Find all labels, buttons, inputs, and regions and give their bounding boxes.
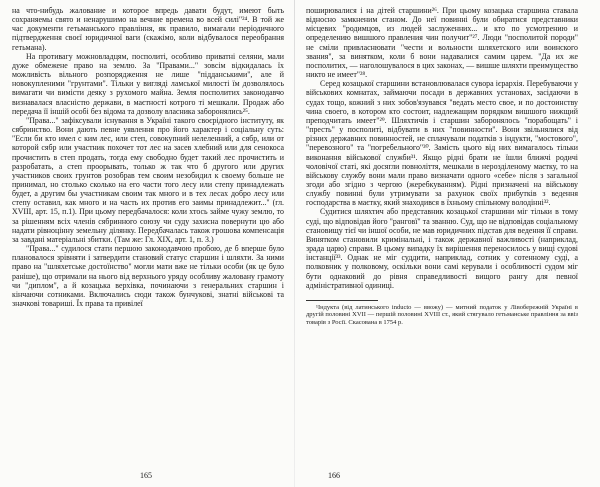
- paragraph: "Права..." зафіксували існування в Україні такого своєрідного інституту, як сябринство. Вони дають певне уявлення про його характер і соціальну суть: "Если би кто имел с ким лес, или степ, совокупний нелеленний, а сябр, или от которой сябр или участник похочет тот лес на засев хлебний или для сенокоса прочистить в степ продать, тогда ему свободно будет такий лес прочистить и разробатать, а степ проорывать, только ж так что б другого или других участников своих грунтов розобрав тем своим незобидил к своему больше не принимал, но столько сколько на его части того лесу или степу принадлежать будет, а другим бы участникам своим так много и в тех лесах добро лесу или степу оставил, как много и на часть их против его заимы принадлежит..." (гл. XVIII, арт. 15, п.1). При цьому передбачалося: коли хтось займе чужу землю, то за рішенням всіх членів сябринного союзу чи суду захисна повернути цю або надати рівноцінну земельну ділянку. Передбачалась також грошова компенсація за завдані матеріальні збитки. (Там же: Гл. XIX, арт. 1, п. 3.): [12, 115, 284, 244]
- page-number: 166: [328, 471, 340, 480]
- paragraph: "Права..." судилося стати першою законодавчою пробою, де б вперше було плановалося зрівняти і затвердити становий статус старшин і шляхти. За ними право на "шляхетське достоїнство" могли мати вже не тільки особи (як це було раніше), що отримали на нього від верхнього уряду особливу жаловану грамоту чи "диплом", а й козацька верхівка, починаючи з генеральних старшин і кінчаючи сотниками. Включались сюди також бунчукові, знатні військові та значкові товариші. Їх права та привілеї: [12, 244, 284, 308]
- right-page: [306, 6, 578, 480]
- footnotes: [306, 300, 578, 327]
- paragraph: на что-нибудь жалование и которое впредь давати будут, имеют быть сохраняемы свято и ненарушимо на вечние времена во всей силі"²⁴. В той же час документи гетьманського правління, як правило, вимагали періодичного підтвердження своєї юридичної ваги (скажімо, коли відбувалося переобрання гетьмана).: [12, 6, 284, 52]
- right-page-text: [306, 6, 578, 290]
- footnote: ¹Індукта (від латинського inducto — ввожу) — митний податок у Лівобережній Україні в другій половині XVII — першій половині XVIII ст., який стягувало гетьманське правління за ввіз товарів з Росії. Скасована в 1754 р.: [306, 303, 578, 327]
- footnote-rule: [306, 300, 378, 301]
- paragraph: На противагу можновладцям, посполиті, особливо приватні селяни, мали дуже обмежене право на землю. За "Правами..." зовсім відкидалась їх можливість вільного розпорядження не лише "підданськими", але й новокупленими "грунтами". Тільки у вигляді ламської милості їм дозволялось вимагати чи вимісти деяку з рухомого майна. Земля посполитих законодавчо визнавалася власністю держави, в маєтності котрого ті мешкали. Продаж або передача її іншій особі без відома та дозволу власника заборонялись²⁵.: [12, 51, 284, 116]
- left-page-text: [12, 6, 284, 308]
- paragraph: Судитися шляхтич або представник козацької старшини міг тільки в тому суді, що відповідав його "ранговї" та званню. Суд, що не відповідав соціальному становищу тієї чи іншої особи, не мав юридичних підстав для ведення її справи. Винятком становили кримінальні, і також державної важливості (наприклад, зрада царю) справи. В цьому випадку їх вирішення переносилось у вищі судові інстанції³³. Однак не міг суддити, наприклад, сотник у сотенному суді, а полковник у полковому, оскільки вони самі керували і особливості судом міг бути однаковий до рівня справедливості вищого рангу для певної адміністративної одиниці.: [306, 207, 578, 290]
- paragraph: Серед козацької старшини встановлювалася сувора ієрархія. Перебуваючи у військових комнатах, займаючи посади в державних установах, засідаючи в судах тощо, кожний з них зобов'язувався "ведать место свое, и по достоинству чина своего, в котором кто состоит, надлежащим порядком вишшого нижщий преподчитать имеет"²⁹. Шляхтичів і старшин заборонялось "порабощать" і "престь" у посполиті, відбувати в них "повинности". Вони звільнялися від різних державних повинностей, не сплачували податків з індукти, "мостового", "перевозного" та "погребельного"³⁰. Замість цього від них вимагалось тільки виконання військової служби³¹. Якщо рідні брати не їшли ближчі родичі чоловічої статі, які досягли повноліття, мешкали в нерозділеному маєтку, то на військову службу вони мали право визначати одного «себе» після з загальної згоди або згідно з чергою (жеребкуванням). Рідні призначені на військову службу повинні були утримувати за рахунок своїх прибутків з ведення господарства в маєтку, який знаходився в їхньому спільному володінні³².: [306, 79, 578, 208]
- page-number: 165: [140, 471, 152, 480]
- paragraph: поширювалися і на дітей старшини²⁶. При цьому козацька старшина ставала відносно замкненим станом. До неї повинні були обиратися представники місцевих "родимцов, из людей заслуженних... и кто по усмотрению и определению вишшого правления чин получит"²⁷. Люди "посполитой породи" не сміли привласнювати "чести и вольности шляхетского или воинского звания", за винятком, коли б вони надавалися самим царем. "Да их же посполитих, — наголошувалося в цих законах, — вишше шляхти преимущество никто не имеет"²⁸.: [306, 6, 578, 80]
- left-page: [12, 6, 284, 480]
- gutter-divider: [294, 0, 295, 487]
